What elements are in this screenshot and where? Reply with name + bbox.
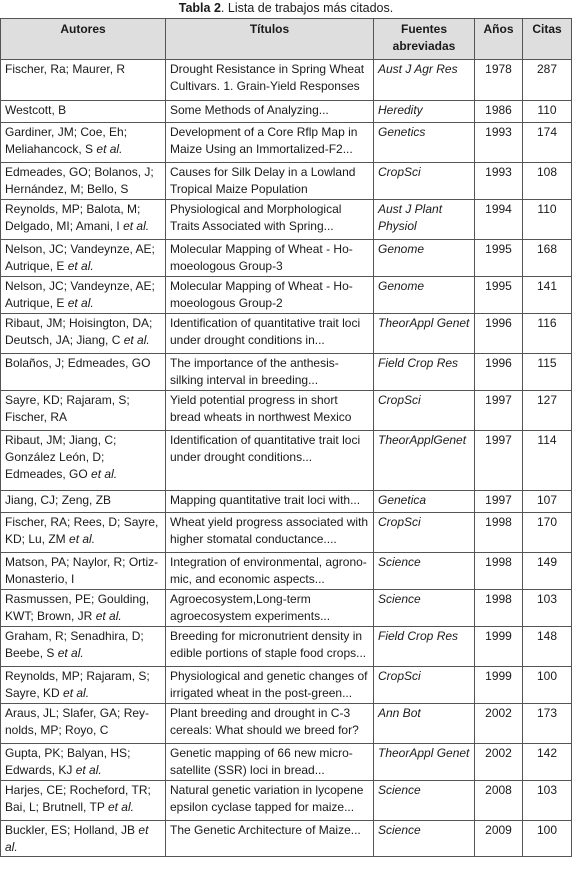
source-cell	[374, 553, 475, 590]
table-row	[1, 163, 572, 200]
author-cell	[1, 590, 166, 627]
caption-label: Tabla 2	[178, 1, 221, 15]
year-cell-text: 1994	[485, 202, 512, 216]
source-cell-text: Genome	[378, 242, 425, 256]
title-cell	[166, 667, 374, 704]
author-cell-text: Gardiner, JM; Coe, Eh; Meliahancock, S	[5, 125, 128, 156]
source-cell	[374, 354, 475, 391]
table-caption	[0, 0, 572, 18]
cites-cell-text: 114	[537, 433, 557, 447]
table-row	[1, 627, 572, 667]
author-cell-text: Matson, PA; Naylor, R; Ortiz-Monasterio, I	[5, 555, 159, 586]
title-cell-text: Agroecosystem,Long-term agroecosystem experiments...	[170, 592, 331, 623]
author-cell	[1, 744, 166, 781]
cites-cell	[523, 60, 572, 101]
table-row	[1, 240, 572, 277]
title-cell-text: Breeding for micronutrient density in edible portions of staple food crops...	[170, 629, 367, 660]
source-cell	[374, 200, 475, 240]
source-cell-text: Field Crop Res	[378, 629, 459, 643]
source-cell	[374, 101, 475, 123]
source-cell	[374, 781, 475, 821]
source-cell-text: Aust J Agr Res	[378, 62, 458, 76]
et-al: et al.	[69, 532, 96, 546]
source-cell-text: Science	[378, 555, 421, 569]
cites-cell-text: 100	[536, 669, 558, 683]
title-cell	[166, 277, 374, 314]
cites-cell	[523, 744, 572, 781]
source-cell	[374, 491, 475, 513]
author-cell	[1, 821, 166, 857]
cites-cell	[523, 781, 572, 821]
cites-cell-text: 149	[536, 555, 558, 569]
source-cell	[374, 704, 475, 744]
cites-cell	[523, 314, 572, 354]
author-cell-text: Bolaños, J; Edmeades, GO	[5, 356, 151, 370]
title-cell	[166, 744, 374, 781]
title-cell-text: Development of a Core Rflp Map in Maize Using an Immortalized-F2...	[170, 125, 358, 156]
author-cell-text: Nelson, JC; Vandeynze, AE; Autrique, E	[5, 242, 155, 273]
author-cell-text: Reynolds, MP; Balota, M; Delgado, MI; Amani, I	[5, 202, 141, 233]
author-cell	[1, 491, 166, 513]
cites-cell-text: 107	[536, 493, 558, 507]
title-cell-text: Physiological and genetic changes of irrigated wheat in the post-green...	[170, 669, 368, 700]
title-cell	[166, 354, 374, 391]
author-cell	[1, 277, 166, 314]
cites-cell	[523, 123, 572, 163]
source-cell	[374, 240, 475, 277]
year-cell	[475, 513, 523, 553]
year-cell-text: 2008	[485, 783, 512, 797]
author-cell	[1, 354, 166, 391]
source-cell-text: Genetica	[378, 493, 427, 507]
source-cell-text: Field Crop Res	[378, 356, 459, 370]
cites-cell-text: 170	[536, 515, 558, 529]
source-cell	[374, 431, 475, 491]
header-cites: Citas	[523, 19, 572, 60]
year-cell-text: 1997	[485, 493, 512, 507]
author-cell	[1, 123, 166, 163]
header-authors: Autores	[1, 19, 166, 60]
author-cell	[1, 240, 166, 277]
author-cell-text: Gupta, PK; Balyan, HS; Edwards, KJ	[5, 746, 131, 777]
cites-cell-text: 168	[536, 242, 558, 256]
year-cell	[475, 314, 523, 354]
et-al: et al.	[57, 646, 84, 660]
year-cell	[475, 491, 523, 513]
author-cell-text: Edmeades, GO; Bolanos, J; Hernández, M; Bello, S	[5, 165, 154, 196]
year-cell	[475, 431, 523, 491]
title-cell	[166, 314, 374, 354]
author-cell-text: Graham, R; Senadhira, D; Beebe, S	[5, 629, 144, 660]
year-cell	[475, 781, 523, 821]
citations-table	[0, 18, 572, 857]
year-cell	[475, 667, 523, 704]
source-cell-text: Genetics	[378, 125, 426, 139]
author-cell	[1, 60, 166, 101]
source-cell	[374, 513, 475, 553]
year-cell	[475, 277, 523, 314]
author-cell	[1, 163, 166, 200]
cites-cell-text: 115	[537, 356, 557, 370]
title-cell-text: Yield potential progress in short bread wheats in northwest Mexico	[170, 393, 352, 424]
year-cell	[475, 821, 523, 857]
year-cell-text: 1996	[485, 316, 512, 330]
cites-cell-text: 148	[536, 629, 558, 643]
cites-cell-text: 103	[536, 592, 558, 606]
cites-cell	[523, 200, 572, 240]
year-cell	[475, 354, 523, 391]
source-cell	[374, 627, 475, 667]
cites-cell-text: 108	[536, 165, 558, 179]
year-cell-text: 1996	[485, 356, 512, 370]
author-cell	[1, 200, 166, 240]
source-cell-text: CropSci	[378, 165, 421, 179]
title-cell-text: Plant breeding and drought in C-3 cereals: What should we breed for?	[170, 706, 359, 737]
year-cell-text: 1998	[485, 515, 512, 529]
title-cell-text: Some Methods of Analyzing...	[170, 103, 329, 117]
cites-cell-text: 173	[536, 706, 558, 720]
source-cell	[374, 123, 475, 163]
title-cell	[166, 200, 374, 240]
title-cell-text: The importance of the anthesis-silking interval in breeding...	[170, 356, 339, 387]
table-row	[1, 277, 572, 314]
title-cell-text: Identification of quantitative trait loci under drought conditions...	[170, 433, 361, 464]
year-cell-text: 1995	[485, 242, 512, 256]
table-row	[1, 491, 572, 513]
source-cell-text: CropSci	[378, 393, 421, 407]
cites-cell-text: 287	[536, 62, 558, 76]
year-cell	[475, 553, 523, 590]
year-cell-text: 2009	[485, 823, 512, 837]
author-cell	[1, 513, 166, 553]
table-row	[1, 431, 572, 491]
title-cell	[166, 821, 374, 857]
title-cell-text: Integration of environmental, agrono-mic, and economic aspects...	[170, 555, 367, 586]
title-cell-text: Natural genetic variation in lycopene epsilon cyclase tapped for maize...	[170, 783, 364, 814]
author-cell	[1, 781, 166, 821]
source-cell-text: TheorApplGenet	[378, 433, 467, 447]
cites-cell-text: 116	[537, 316, 557, 330]
title-cell	[166, 553, 374, 590]
caption-text: . Lista de trabajos más citados.	[220, 1, 394, 15]
source-cell	[374, 821, 475, 857]
title-cell-text: Molecular Mapping of Wheat - Ho-moeologous Group-3	[170, 242, 353, 273]
year-cell	[475, 704, 523, 744]
year-cell-text: 1999	[485, 669, 512, 683]
table-row	[1, 200, 572, 240]
year-cell-text: 1993	[485, 165, 512, 179]
author-cell-text: Rasmussen, PE; Goulding, KWT; Brown, JR	[5, 592, 150, 623]
cites-cell	[523, 240, 572, 277]
source-cell	[374, 391, 475, 431]
author-cell-text: Ribaut, JM; Jiang, C; González León, D; Edmeades, GO	[5, 433, 117, 481]
title-cell	[166, 391, 374, 431]
title-cell	[166, 513, 374, 553]
author-cell-text: Nelson, JC; Vandeynze, AE; Autrique, E	[5, 279, 155, 310]
et-al: et al.	[75, 763, 102, 777]
title-cell-text: Genetic mapping of 66 new micro-satellite (SSR) loci in bread...	[170, 746, 353, 777]
year-cell-text: 1993	[485, 125, 512, 139]
title-cell	[166, 781, 374, 821]
source-cell-text: Genome	[378, 279, 425, 293]
title-cell-text: Mapping quantitative trait loci with...	[170, 493, 361, 507]
cites-cell	[523, 354, 572, 391]
source-cell	[374, 314, 475, 354]
title-cell-text: The Genetic Architecture of Maize...	[170, 823, 361, 837]
cites-cell	[523, 704, 572, 744]
author-cell	[1, 667, 166, 704]
cites-cell	[523, 491, 572, 513]
title-cell	[166, 240, 374, 277]
table-row	[1, 354, 572, 391]
author-cell-text: Reynolds, MP; Rajaram, S; Sayre, KD	[5, 669, 150, 700]
table-row	[1, 781, 572, 821]
et-al: et al.	[5, 823, 149, 854]
author-cell-text: Sayre, KD; Rajaram, S; Fischer, RA	[5, 393, 130, 424]
title-cell-text: Identification of quantitative trait loci under drought conditions in...	[170, 316, 361, 347]
title-cell	[166, 627, 374, 667]
cites-cell	[523, 431, 572, 491]
year-cell-text: 2002	[485, 746, 512, 760]
table-row	[1, 60, 572, 101]
et-al: et al.	[123, 219, 150, 233]
cites-cell-text: 127	[536, 393, 558, 407]
source-cell-text: TheorAppl Genet	[378, 316, 470, 330]
author-cell	[1, 314, 166, 354]
et-al: et al.	[67, 296, 94, 310]
source-cell-text: Aust J Plant Physiol	[378, 202, 443, 233]
cites-cell	[523, 667, 572, 704]
author-cell-text: Westcott, B	[5, 103, 67, 117]
title-cell-text: Molecular Mapping of Wheat - Ho-moeologous Group-2	[170, 279, 353, 310]
cites-cell-text: 103	[536, 783, 558, 797]
et-al: et al.	[91, 467, 118, 481]
cites-cell	[523, 627, 572, 667]
source-cell	[374, 277, 475, 314]
year-cell	[475, 391, 523, 431]
et-al: et al.	[96, 142, 123, 156]
header-titles: Títulos	[166, 19, 374, 60]
title-cell	[166, 163, 374, 200]
author-cell-text: Fischer, Ra; Maurer, R	[5, 62, 126, 76]
title-cell	[166, 60, 374, 101]
year-cell	[475, 240, 523, 277]
cites-cell-text: 174	[536, 125, 558, 139]
year-cell-text: 1998	[485, 592, 512, 606]
source-cell	[374, 590, 475, 627]
title-cell	[166, 101, 374, 123]
year-cell-text: 2002	[485, 706, 512, 720]
author-cell-text: Buckler, ES; Holland, JB	[5, 823, 139, 837]
year-cell	[475, 627, 523, 667]
year-cell-text: 1978	[485, 62, 512, 76]
source-cell	[374, 60, 475, 101]
year-cell	[475, 200, 523, 240]
source-cell	[374, 744, 475, 781]
header-row	[1, 19, 572, 60]
cites-cell-text: 141	[536, 279, 558, 293]
et-al: et al.	[123, 333, 150, 347]
source-cell-text: Science	[378, 783, 421, 797]
et-al: et al.	[107, 800, 134, 814]
year-cell-text: 1986	[485, 103, 512, 117]
year-cell-text: 1998	[485, 555, 512, 569]
cites-cell-text: 142	[536, 746, 558, 760]
et-al: et al.	[67, 259, 94, 273]
cites-cell-text: 110	[537, 202, 557, 216]
year-cell	[475, 744, 523, 781]
table-row	[1, 590, 572, 627]
year-cell	[475, 60, 523, 101]
source-cell-text: Science	[378, 823, 421, 837]
table-row	[1, 123, 572, 163]
author-cell	[1, 627, 166, 667]
cites-cell	[523, 101, 572, 123]
cites-cell	[523, 513, 572, 553]
table-row	[1, 314, 572, 354]
table-row	[1, 704, 572, 744]
cites-cell	[523, 277, 572, 314]
header-years: Años	[475, 19, 523, 60]
year-cell	[475, 123, 523, 163]
year-cell-text: 1999	[485, 629, 512, 643]
author-cell-text: Jiang, CJ; Zeng, ZB	[5, 493, 112, 507]
source-cell	[374, 163, 475, 200]
year-cell-text: 1997	[485, 433, 512, 447]
table-row	[1, 513, 572, 553]
title-cell	[166, 123, 374, 163]
year-cell	[475, 163, 523, 200]
et-al: et al.	[95, 609, 122, 623]
table-row	[1, 101, 572, 123]
table-row	[1, 744, 572, 781]
title-cell	[166, 491, 374, 513]
author-cell	[1, 431, 166, 491]
year-cell	[475, 101, 523, 123]
author-cell-text: Araus, JL; Slafer, GA; Rey-nolds, MP; Royo, C	[5, 706, 150, 737]
table-row	[1, 553, 572, 590]
title-cell	[166, 431, 374, 491]
cites-cell	[523, 163, 572, 200]
header-sources: Fuentes abreviadas	[374, 19, 475, 60]
cites-cell-text: 110	[537, 103, 557, 117]
author-cell	[1, 101, 166, 123]
source-cell-text: CropSci	[378, 669, 421, 683]
cites-cell	[523, 821, 572, 857]
year-cell	[475, 590, 523, 627]
title-cell	[166, 590, 374, 627]
author-cell	[1, 391, 166, 431]
cites-cell	[523, 553, 572, 590]
title-cell	[166, 704, 374, 744]
year-cell-text: 1997	[485, 393, 512, 407]
title-cell-text: Wheat yield progress associated with higher stomatal conductance....	[170, 515, 369, 546]
year-cell-text: 1995	[485, 279, 512, 293]
author-cell-text: Ribaut, JM; Hoisington, DA; Deutsch, JA; Jiang, C	[5, 316, 153, 347]
table-row	[1, 821, 572, 857]
cites-cell-text: 100	[536, 823, 558, 837]
author-cell	[1, 553, 166, 590]
cites-cell	[523, 391, 572, 431]
title-cell-text: Drought Resistance in Spring Wheat Cultivars. 1. Grain-Yield Responses	[170, 62, 365, 93]
source-cell-text: CropSci	[378, 515, 421, 529]
title-cell-text: Causes for Silk Delay in a Lowland Tropical Maize Population	[170, 165, 356, 196]
author-cell-text: Harjes, CE; Rocheford, TR; Bai, L; Brutnell, TP	[5, 783, 151, 814]
table-row	[1, 667, 572, 704]
source-cell-text: Heredity	[378, 103, 423, 117]
source-cell-text: TheorAppl Genet	[378, 746, 470, 760]
source-cell	[374, 667, 475, 704]
source-cell-text: Ann Bot	[378, 706, 421, 720]
cites-cell	[523, 590, 572, 627]
title-cell-text: Physiological and Morphological Traits Associated with Spring...	[170, 202, 342, 233]
et-al: et al.	[63, 686, 90, 700]
author-cell	[1, 704, 166, 744]
source-cell-text: Science	[378, 592, 421, 606]
author-cell-text: Fischer, RA; Rees, D; Sayre, KD; Lu, ZM	[5, 515, 159, 546]
table-row	[1, 391, 572, 431]
